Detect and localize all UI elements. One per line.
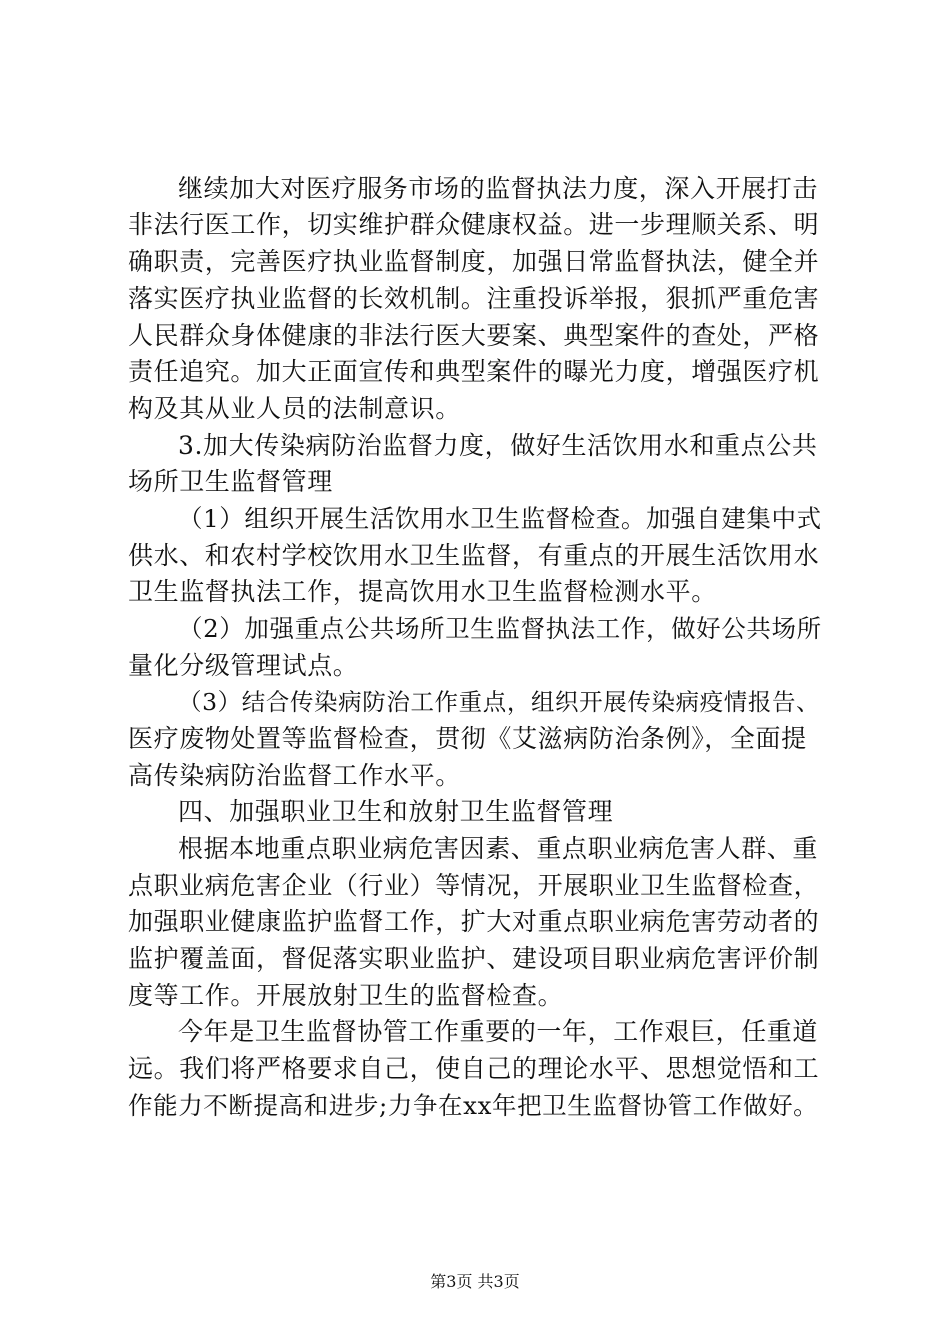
text-line: （3）结合传染病防治工作重点，组织开展传染病疫情报告、	[178, 688, 821, 716]
text-line: 度等工作。开展放射卫生的监督检查。	[128, 981, 564, 1010]
text-line: 今年是卫生监督协管工作重要的一年，工作艰巨，任重道	[178, 1017, 819, 1046]
text-line: 监护覆盖面，督促落实职业监护、建设项目职业病危害评价制	[128, 944, 820, 973]
text-line: 确职责，完善医疗执业监督制度，加强日常监督执法，健全并	[128, 247, 820, 276]
page-number-footer: 第3页 共3页	[430, 1272, 520, 1291]
text-line: 根据本地重点职业病危害因素、重点职业病危害人群、重	[178, 834, 819, 863]
text-line: 非法行医工作，切实维护群众健康权益。进一步理顺关系、明	[128, 210, 820, 239]
text-line: 构及其从业人员的法制意识。	[128, 394, 461, 423]
text-line: 责任追究。加大正面宣传和典型案件的曝光力度，增强医疗机	[128, 357, 820, 386]
text-line: 人民群众身体健康的非法行医大要案、典型案件的查处，严格	[128, 321, 820, 350]
section-heading: 场所卫生监督管理	[128, 467, 333, 496]
text-line: 卫生监督执法工作，提高饮用水卫生监督检测水平。	[128, 577, 717, 606]
text-line: 量化分级管理试点。	[128, 651, 359, 680]
section-heading: 四、加强职业卫生和放射卫生监督管理	[178, 797, 614, 826]
text-line: 高传染病防治监督工作水平。	[128, 761, 461, 790]
section-heading: 3.加大传染病防治监督力度，做好生活饮用水和重点公共	[178, 431, 818, 460]
text-line: 作能力不断提高和进步;力争在xx年把卫生监督协管工作做好。	[128, 1091, 819, 1120]
text-line: 远。我们将严格要求自己，使自己的理论水平、思想觉悟和工	[128, 1054, 820, 1083]
text-line: 供水、和农村学校饮用水卫生监督，有重点的开展生活饮用水	[128, 541, 820, 570]
text-line: 继续加大对医疗服务市场的监督执法力度，深入开展打击	[178, 174, 819, 203]
text-line: （1）组织开展生活饮用水卫生监督检查。加强自建集中式	[178, 504, 822, 533]
text-line: 点职业病危害企业（行业）等情况，开展职业卫生监督检查，	[128, 871, 820, 900]
text-line: 加强职业健康监护监督工作，扩大对重点职业病危害劳动者的	[128, 907, 820, 936]
text-line: 医疗废物处置等监督检查，贯彻《艾滋病防治条例》，全面提	[128, 724, 807, 753]
text-line: 落实医疗执业监督的长效机制。注重投诉举报，狠抓严重危害	[128, 284, 820, 313]
text-line: （2）加强重点公共场所卫生监督执法工作，做好公共场所	[178, 614, 822, 643]
